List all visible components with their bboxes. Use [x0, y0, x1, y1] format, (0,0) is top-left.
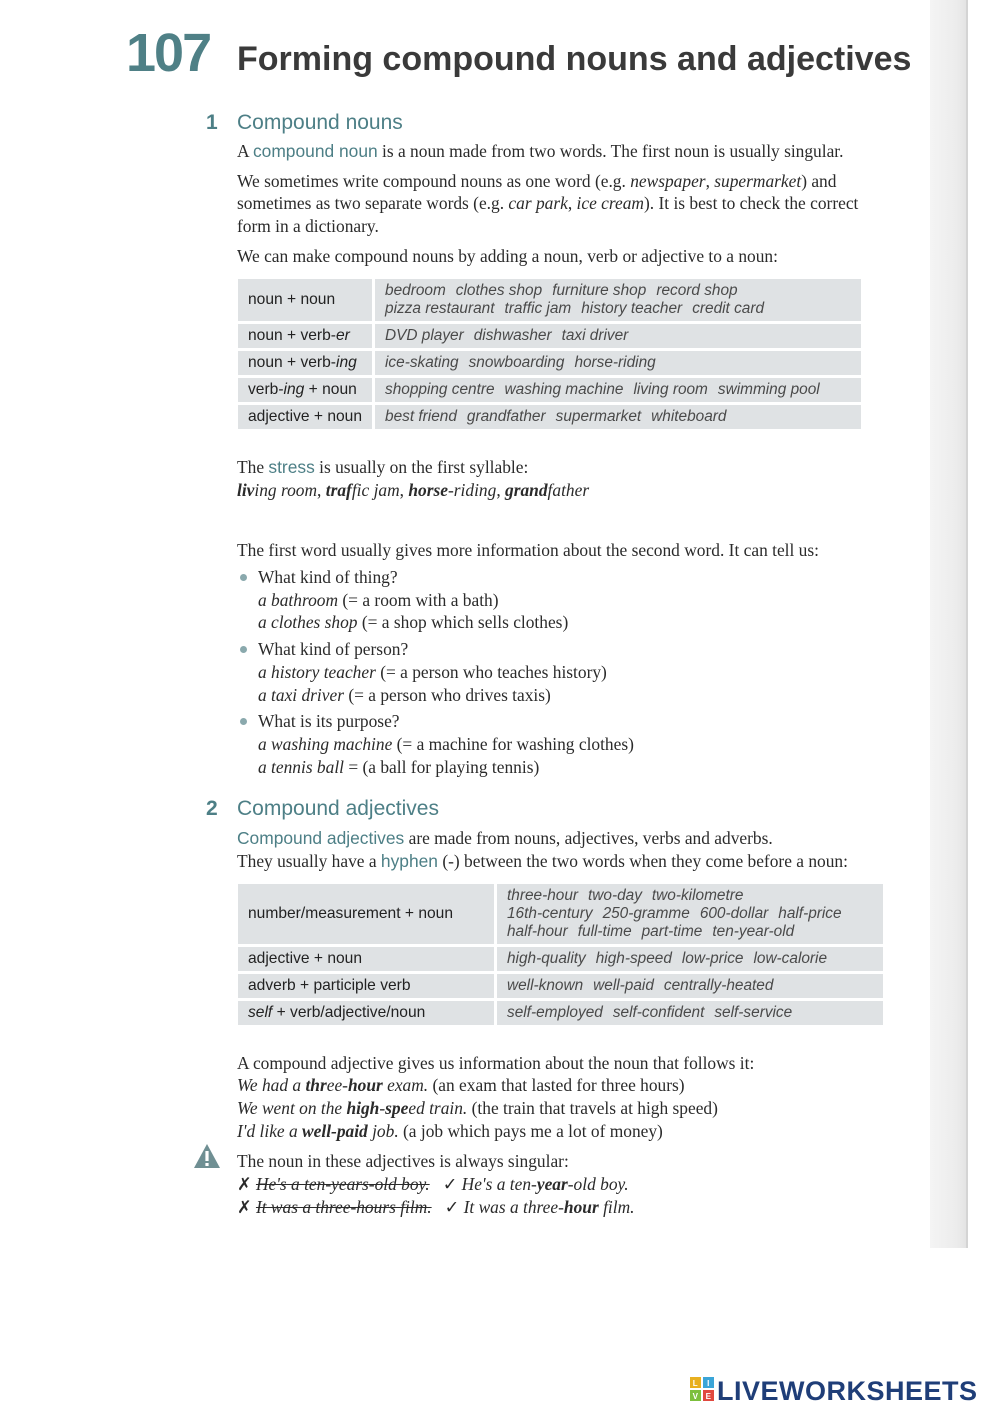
unit-title: Forming compound nouns and adjectives: [237, 40, 912, 78]
table-examples: well-known well-paid centrally-heated: [494, 974, 883, 998]
adjective-example: We went on the high-speed train. (the train that travels at high speed): [237, 1098, 718, 1118]
bullet-example: a bathroom (= a room with a bath): [258, 590, 499, 610]
info-intro: The first word usually gives more information about the second word. It can tell us:: [237, 540, 819, 560]
table-label: noun + verb-ing: [238, 351, 372, 375]
table-examples: shopping centre washing machine living room swimming pool: [372, 378, 861, 402]
bullet-dot: [240, 718, 247, 725]
svg-text:L: L: [692, 1379, 699, 1389]
adjective-example: We had a three-hour exam. (an exam that lasted for three hours): [237, 1075, 685, 1095]
page-edge-shadow: [930, 0, 968, 1248]
warning-icon: [193, 1143, 221, 1174]
wrong-right-row: [237, 1173, 629, 1196]
right-example: He's a ten-year-old boy.: [461, 1174, 629, 1194]
stress-examples: living room, traffic jam, horse-riding, grandfather: [237, 480, 590, 500]
table-row: [238, 884, 883, 944]
table-label: number/measurement + noun: [238, 884, 494, 944]
liveworksheets-logo-text: LIVEWORKSHEETS: [717, 1376, 978, 1406]
liveworksheets-logo-icon: [690, 1377, 714, 1408]
tick-icon: ✓: [442, 1174, 458, 1194]
table-row: [238, 351, 861, 375]
wrong-example: He's a ten-years-old boy.: [255, 1174, 430, 1194]
section-1-para2-line1: We sometimes write compound nouns as one word (e.g. newspaper, supermarket) and: [237, 171, 837, 191]
table-row: [238, 1001, 883, 1025]
bullet-example: a taxi driver (= a person who drives taxis): [258, 685, 551, 705]
stress-rule: The stress is usually on the first syllable:: [237, 457, 529, 477]
bullet-example: a washing machine (= a machine for washing clothes): [258, 734, 634, 754]
table-row: [238, 974, 883, 998]
table-row: [238, 947, 883, 971]
table-examples: best friend grandfather supermarket whiteboard: [372, 405, 861, 429]
page-edge-line: [966, 0, 968, 1248]
bullet-dot: [240, 646, 247, 653]
cross-icon: ✗: [237, 1197, 252, 1217]
section-2-line2: They usually have a hyphen (-) between the two words when they come before a noun:: [237, 851, 848, 871]
adjective-example: I'd like a well-paid job. (a job which pays me a lot of money): [237, 1121, 663, 1141]
table-examples: bedroom clothes shop furniture shop record shop pizza restaurant traffic jam history teacher credit card: [372, 279, 861, 321]
bullet-example: a tennis ball = (a ball for playing tennis): [258, 757, 540, 777]
warning-text: The noun in these adjectives is always singular:: [237, 1151, 569, 1171]
section-1-para3: We can make compound nouns by adding a noun, verb or adjective to a noun:: [237, 246, 778, 266]
section-1-para2-line3: form in a dictionary.: [237, 216, 379, 236]
bullet-dot: [240, 574, 247, 581]
term-hyphen: hyphen: [380, 851, 438, 871]
table-row: [238, 378, 861, 402]
section-2-title: Compound adjectives: [237, 797, 439, 820]
table-row: [238, 279, 861, 321]
table-row: [238, 405, 861, 429]
term-stress: stress: [268, 457, 315, 477]
cross-icon: ✗: [237, 1174, 252, 1194]
compound-adjective-table: [238, 881, 883, 1028]
bullet-example: a clothes shop (= a shop which sells clothes): [258, 612, 569, 632]
wrong-example: It was a three-hours film.: [255, 1197, 432, 1217]
term-compound-adjectives: Compound adjectives: [237, 828, 405, 848]
svg-text:E: E: [705, 1392, 712, 1402]
bullet-question: What kind of person?: [258, 639, 409, 659]
compound-noun-table: [238, 276, 861, 432]
right-example: It was a three-hour film.: [463, 1197, 635, 1217]
table-label: adjective + noun: [238, 405, 372, 429]
svg-text:V: V: [692, 1392, 699, 1402]
table-examples: self-employed self-confident self-service: [494, 1001, 883, 1025]
bullet-example: a history teacher (= a person who teaches history): [258, 662, 607, 682]
term-compound-noun: compound noun: [252, 141, 378, 161]
table-examples: ice-skating snowboarding horse-riding: [372, 351, 861, 375]
adjective-info: A compound adjective gives us information about the noun that follows it:: [237, 1053, 755, 1073]
section-1-number: 1: [206, 111, 218, 134]
bullet-question: What kind of thing?: [258, 567, 398, 587]
liveworksheets-logo: [690, 1376, 978, 1408]
table-row: [238, 324, 861, 348]
svg-text:I: I: [707, 1379, 710, 1389]
tick-icon: ✓: [444, 1197, 460, 1217]
section-1-title: Compound nouns: [237, 111, 403, 134]
section-1-intro: A compound noun is a noun made from two words. The first noun is usually singular.: [237, 141, 844, 161]
unit-number: 107: [126, 23, 211, 83]
section-1-para2-line2: sometimes as two separate words (e.g. car park, ice cream). It is best to check the correct: [237, 193, 859, 213]
wrong-right-row: [237, 1196, 634, 1219]
section-2-number: 2: [206, 797, 218, 820]
section-2-line1: Compound adjectives are made from nouns, adjectives, verbs and adverbs.: [237, 828, 773, 848]
bullet-question: What is its purpose?: [258, 711, 400, 731]
table-label: adverb + participle verb: [238, 974, 494, 998]
table-label: adjective + noun: [238, 947, 494, 971]
table-examples: high-quality high-speed low-price low-calorie: [494, 947, 883, 971]
table-label: verb-ing + noun: [238, 378, 372, 402]
table-examples: DVD player dishwasher taxi driver: [372, 324, 861, 348]
table-label: noun + verb-er: [238, 324, 372, 348]
table-label: noun + noun: [238, 279, 372, 321]
table-examples: three-hour two-day two-kilometre 16th-century 250-gramme 600-dollar half-price half-hour full-time part-time ten-year-old: [494, 884, 883, 944]
table-label: self + verb/adjective/noun: [238, 1001, 494, 1025]
